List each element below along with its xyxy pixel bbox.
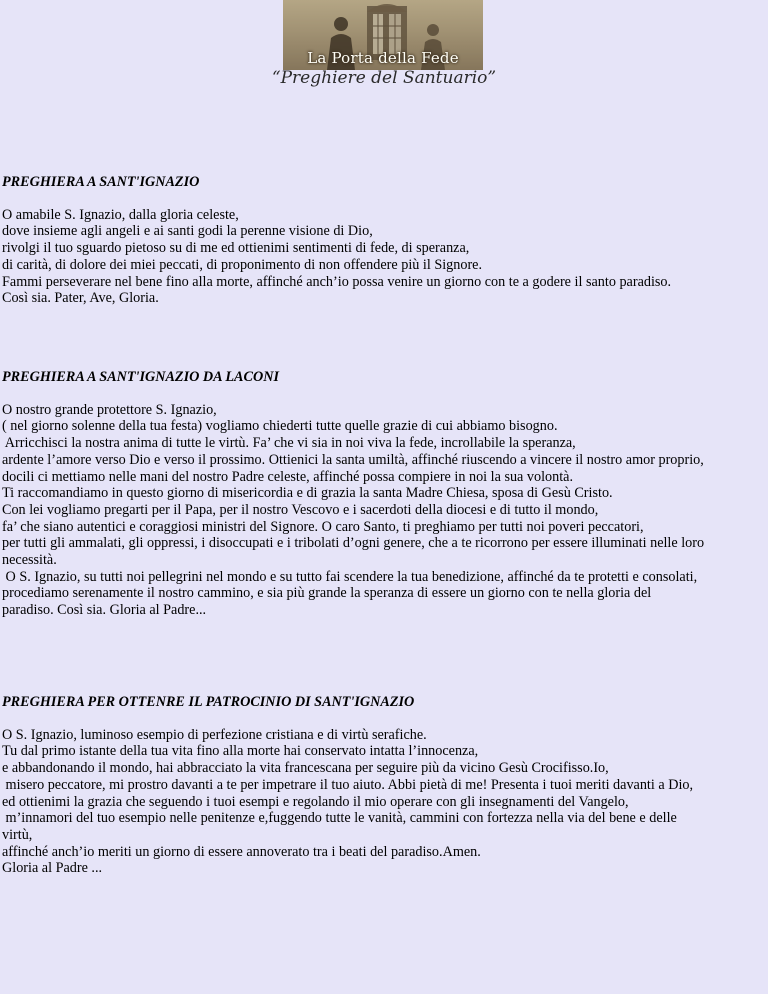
sanctuary-logo [283, 0, 483, 70]
text-line: docili ci mettiamo nelle mani del nostro Padre celeste, affinché possa compiere in noi la sua volontà. [2, 468, 574, 485]
text-line: Con lei vogliamo pregarti per il Papa, per il nostro Vescovo e i sacerdoti della diocesi e di tutto il mondo, [2, 501, 599, 518]
section-title: PREGHIERA A SANT'IGNAZIO [2, 174, 200, 190]
text-line: misero peccatore, mi prostro davanti a te per impetrare il tuo aiuto. Abbi pietà di me! Presenta i tuoi meriti davanti a Dio, [2, 776, 694, 793]
text-line: rivolgi il tuo sguardo pietoso su di me ed ottienimi sentimenti di fede, di speranza, [2, 240, 470, 257]
page-header [0, 0, 768, 92]
text-line: dove insieme agli angeli e ai santi godi la perenne visione di Dio, [2, 223, 373, 240]
text-line: ardente l’amore verso Dio e verso il prossimo. Ottienici la santa umiltà, affinché riuscendo a vincere il nostro amor proprio, [2, 451, 704, 468]
text-line: procediamo serenamente il nostro cammino, e sia più grande la speranza di essere un giorno con te nella gloria del [2, 585, 652, 602]
prayer-section-1 [2, 174, 766, 307]
prayer-section-3 [2, 694, 766, 877]
text-line: Così sia. Pater, Ave, Gloria. [2, 290, 159, 307]
text-line: di carità, di dolore dei miei peccati, di proponimento di non offendere più il Signore. [2, 256, 483, 273]
logo-text: La Porta della Fede [307, 49, 459, 67]
text-line: O S. Ignazio, su tutti noi pellegrini nel mondo e su tutto fai scendere la tua benedizione, affinché da te protetti e consolati, [2, 568, 698, 585]
text-line: O S. Ignazio, luminoso esempio di perfezione cristiana e di virtù serafiche. [2, 726, 427, 743]
text-line: Fammi perseverare nel bene fino alla morte, affinché anch’io possa venire un giorno con te a godere il santo paradiso. [2, 273, 672, 290]
text-line: Arricchisci la nostra anima di tutte le virtù. Fa’ che vi sia in noi viva la fede, incrollabile la speranza, [2, 435, 576, 452]
text-line: paradiso. Così sia. Gloria al Padre... [2, 602, 207, 619]
text-line: ed ottienimi la grazia che seguendo i tuoi esempi e regolando il mio operare con gli insegnamenti del Vangelo, [2, 793, 629, 810]
text-line: Gloria al Padre ... [2, 860, 103, 877]
text-line: O amabile S. Ignazio, dalla gloria celeste, [2, 206, 239, 223]
text-line: necessità. [2, 552, 57, 569]
text-line: Ti raccomandiamo in questo giorno di misericordia e di grazia la santa Madre Chiesa, sposa di Gesù Cristo. [2, 485, 613, 502]
text-line: O nostro grande protettore S. Ignazio, [2, 401, 217, 418]
text-line: virtù, [2, 826, 33, 843]
text-line: ( nel giorno solenne della tua festa) vogliamo chiederti tutte quelle grazie di cui abbiamo bisogno. [2, 418, 558, 435]
text-line: e abbandonando il mondo, hai abbracciato la vita francescana per seguire più da vicino Gesù Crocifisso.Io, [2, 760, 609, 777]
text-line: fa’ che siano autentici e coraggiosi ministri del Signore. O caro Santo, ti preghiamo per tutti noi poveri peccatori, [2, 518, 644, 535]
text-line: Tu dal primo istante della tua vita fino alla morte hai conservato intatta l’innocenza, [2, 743, 479, 760]
text-line: per tutti gli ammalati, gli oppressi, i disoccupati e i tribolati d’ogni genere, che a te ricorrono per essere illuminati nelle loro [2, 535, 705, 552]
section-title: PREGHIERA PER OTTENRE IL PATROCINIO DI SANT'IGNAZIO [2, 694, 415, 710]
prayer-section-2 [2, 369, 766, 619]
text-line: m’innamori del tuo esempio nelle penitenze e,fuggendo tutte le vanità, cammini con fortezza nella via del bene e delle [2, 810, 677, 827]
text-line: affinché anch’io meriti un giorno di essere annoverato tra i beati del paradiso.Amen. [2, 843, 481, 860]
page-subtitle: “Preghiere del Santuario” [271, 68, 497, 88]
section-title: PREGHIERA A SANT'IGNAZIO DA LACONI [2, 369, 279, 385]
